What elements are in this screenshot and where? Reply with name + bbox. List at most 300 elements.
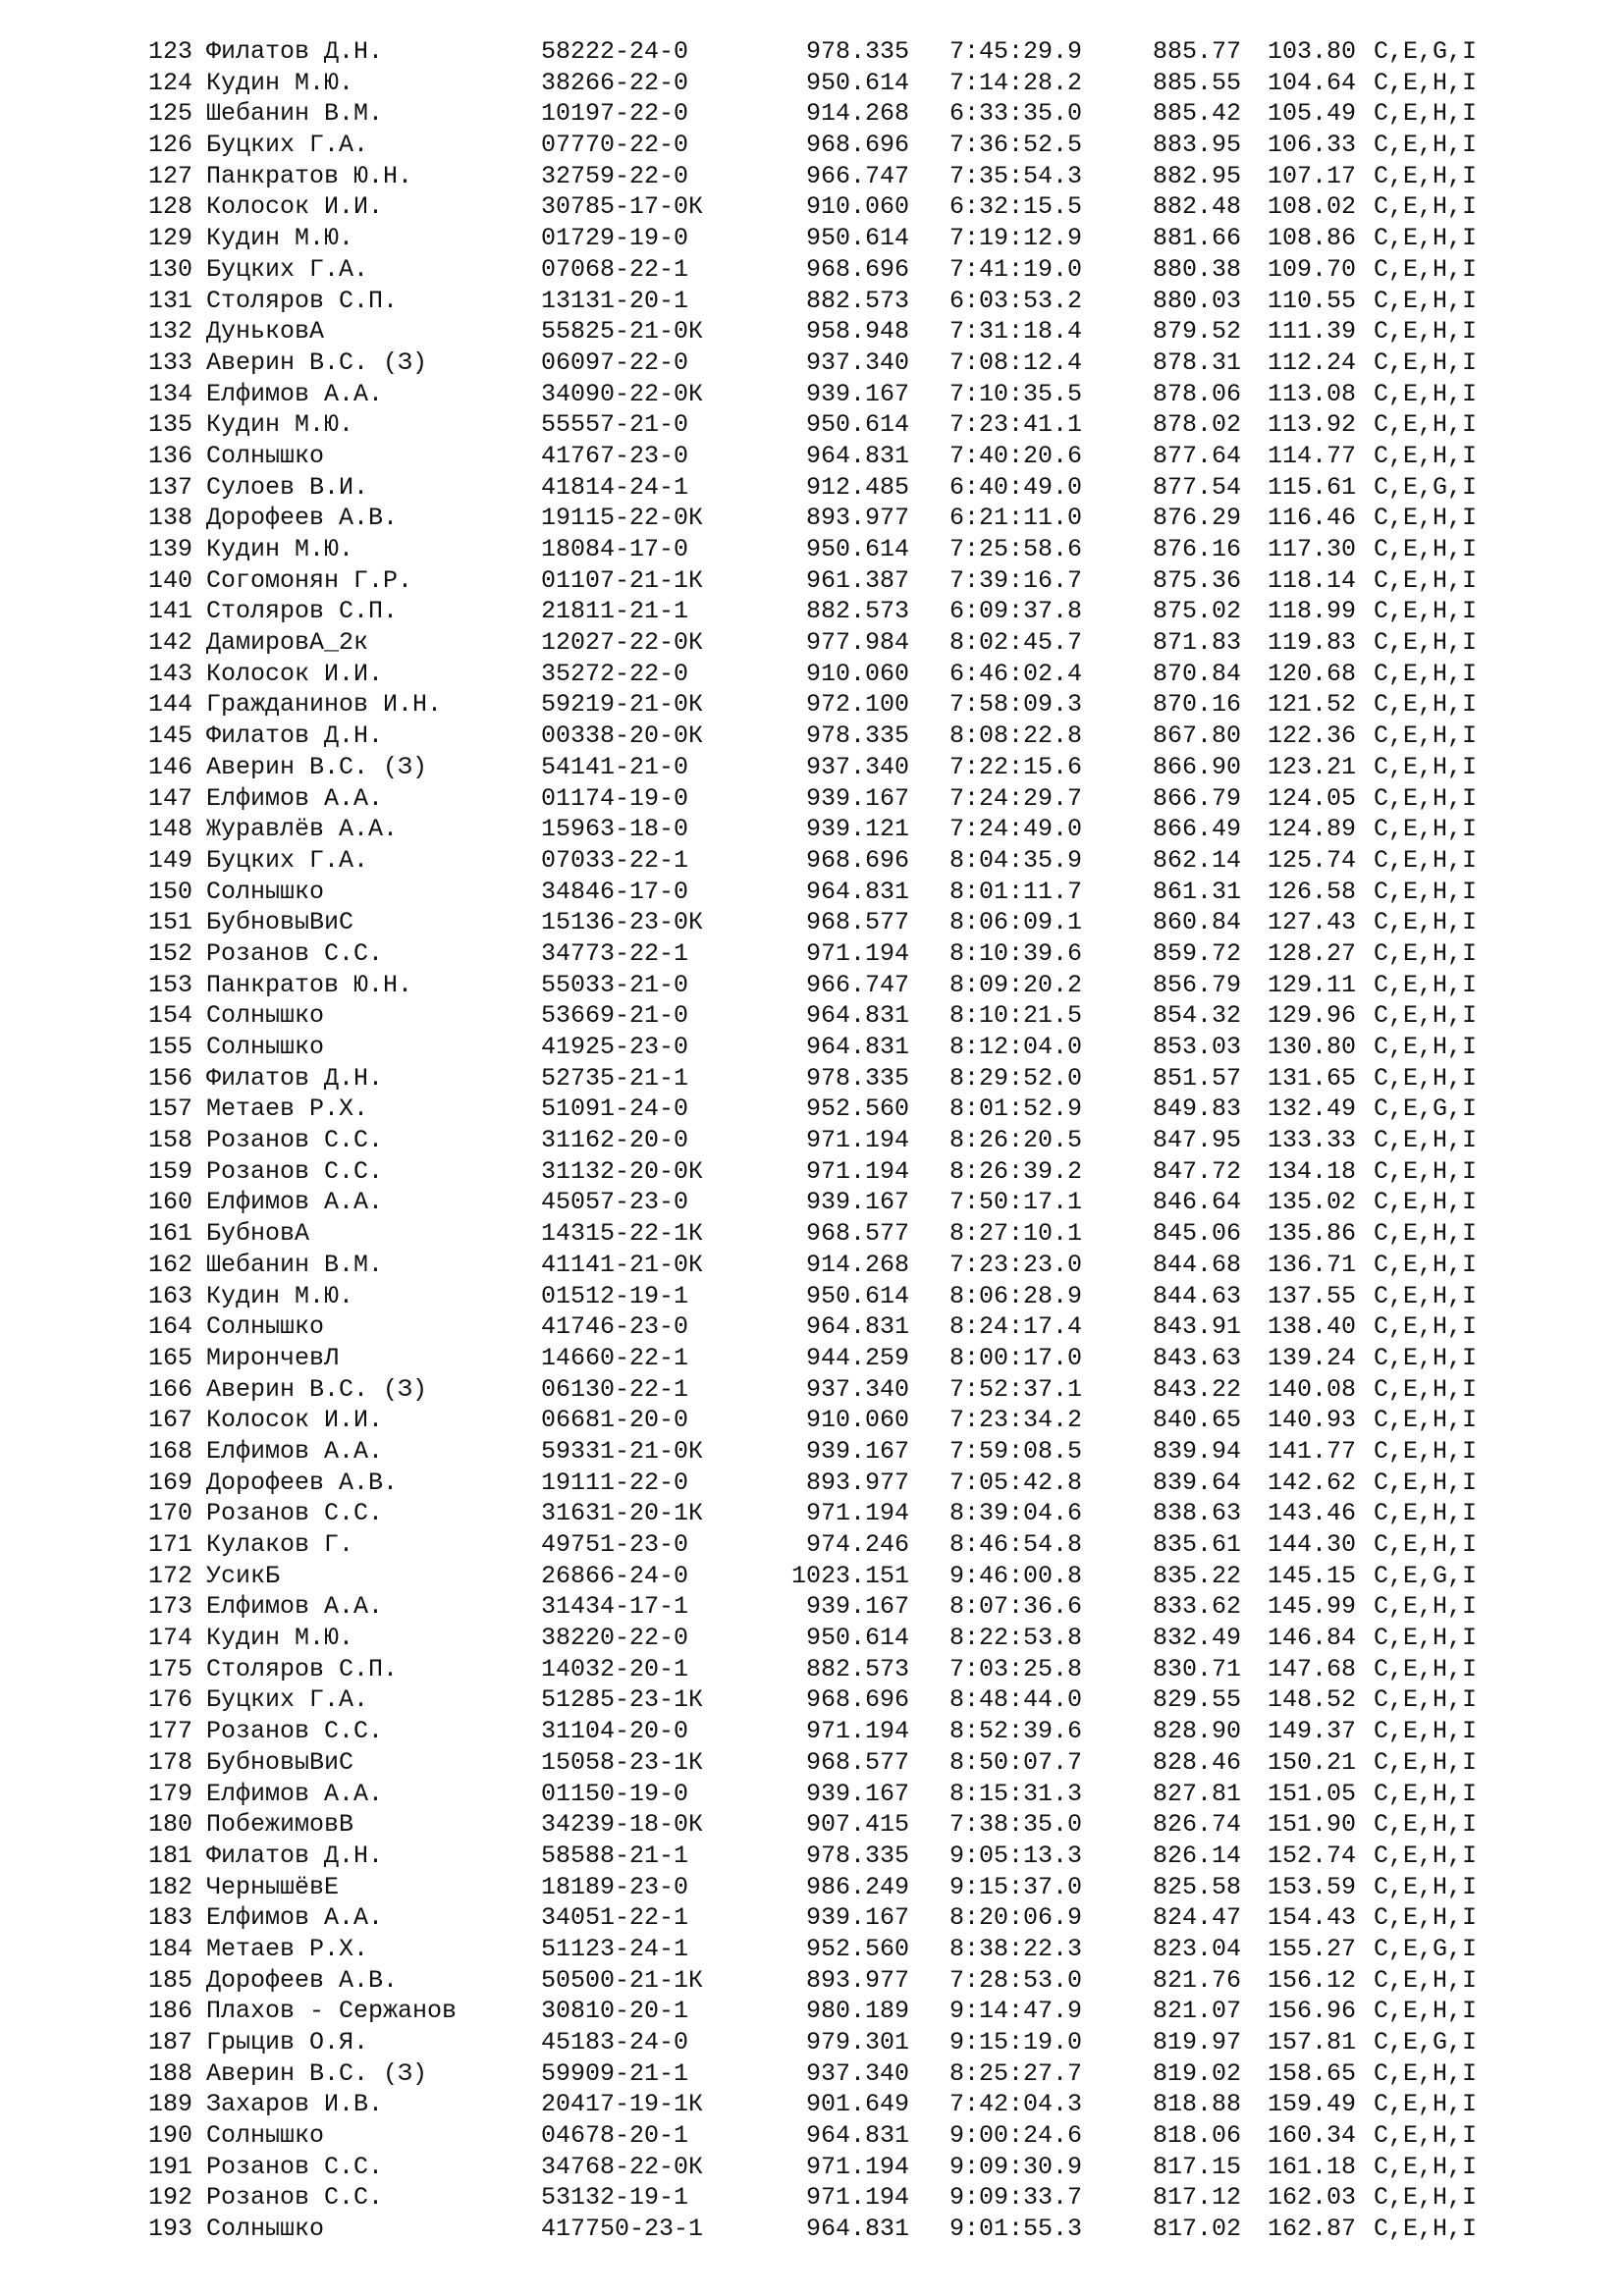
name-cell: Кудин М.Ю. [206, 1624, 354, 1653]
speed-cell: 817.02 [1152, 2215, 1241, 2244]
score-cell: 158.65 [1267, 2058, 1356, 2088]
ring-id-cell: 41746-23-0 [541, 1312, 689, 1342]
name-cell: Журавлёв А.А. [206, 815, 399, 844]
speed-cell: 818.06 [1152, 2121, 1241, 2151]
score-cell: 126.58 [1267, 877, 1356, 906]
rank-cell: 182 [147, 1872, 192, 1901]
distance-cell: 910.060 [805, 659, 909, 688]
speed-cell: 819.02 [1152, 2058, 1241, 2088]
table-row [0, 1063, 1624, 1095]
distance-cell: 964.831 [805, 2121, 909, 2151]
flight-time-cell: 6:03:53.2 [948, 286, 1082, 315]
table-row [0, 1654, 1624, 1685]
name-cell: Метаев Р.Х. [206, 1934, 369, 1963]
flags-cell: C,E,H,I [1374, 254, 1478, 284]
distance-cell: 939.167 [805, 1903, 909, 1933]
flags-cell: C,E,H,I [1374, 1530, 1478, 1559]
flight-time-cell: 8:08:22.8 [948, 721, 1082, 751]
rank-cell: 190 [147, 2121, 192, 2151]
rank-cell: 152 [147, 938, 192, 968]
ring-id-cell: 41141-21-0К [541, 1250, 704, 1279]
flags-cell: C,E,H,I [1374, 565, 1478, 595]
name-cell: Кудин М.Ю. [206, 224, 354, 253]
flags-cell: C,E,H,I [1374, 1499, 1478, 1528]
flight-time-cell: 8:27:10.1 [948, 1219, 1082, 1249]
speed-cell: 846.64 [1152, 1188, 1241, 1217]
flags-cell: C,E,H,I [1374, 1343, 1478, 1372]
flight-time-cell: 9:46:00.8 [948, 1561, 1082, 1590]
speed-cell: 876.29 [1152, 504, 1241, 533]
speed-cell: 866.49 [1152, 815, 1241, 844]
flight-time-cell: 8:50:07.7 [948, 1747, 1082, 1777]
speed-cell: 828.46 [1152, 1747, 1241, 1777]
ring-id-cell: 38220-22-0 [541, 1624, 689, 1653]
rank-cell: 140 [147, 565, 192, 595]
flight-time-cell: 7:42:04.3 [948, 2090, 1082, 2119]
ring-id-cell: 07068-22-1 [541, 254, 689, 284]
flags-cell: C,E,H,I [1374, 2058, 1478, 2088]
flight-time-cell: 7:19:12.9 [948, 224, 1082, 253]
rank-cell: 137 [147, 472, 192, 502]
flight-time-cell: 8:29:52.0 [948, 1063, 1082, 1093]
ring-id-cell: 10197-22-0 [541, 99, 689, 129]
flight-time-cell: 6:33:35.0 [948, 99, 1082, 129]
flags-cell: C,E,H,I [1374, 628, 1478, 658]
name-cell: Аверин В.С. (З) [206, 347, 428, 377]
flags-cell: C,E,H,I [1374, 1063, 1478, 1093]
flags-cell: C,E,G,I [1374, 1934, 1478, 1963]
score-cell: 112.24 [1267, 347, 1356, 377]
distance-cell: 964.831 [805, 1001, 909, 1031]
score-cell: 139.24 [1267, 1343, 1356, 1372]
flags-cell: C,E,H,I [1374, 1872, 1478, 1901]
score-cell: 155.27 [1267, 1934, 1356, 1963]
distance-cell: 1023.151 [790, 1561, 909, 1590]
rank-cell: 184 [147, 1934, 192, 1963]
score-cell: 129.96 [1267, 1001, 1356, 1031]
rank-cell: 138 [147, 504, 192, 533]
score-cell: 119.83 [1267, 628, 1356, 658]
name-cell: Кудин М.Ю. [206, 535, 354, 563]
speed-cell: 847.95 [1152, 1126, 1241, 1155]
speed-cell: 883.95 [1152, 131, 1241, 160]
rank-cell: 156 [147, 1063, 192, 1093]
rank-cell: 165 [147, 1343, 192, 1372]
table-row [0, 970, 1624, 1001]
speed-cell: 827.81 [1152, 1779, 1241, 1808]
flags-cell: C,E,H,I [1374, 1033, 1478, 1061]
distance-cell: 978.335 [805, 721, 909, 751]
table-row [0, 191, 1624, 223]
distance-cell: 964.831 [805, 441, 909, 470]
distance-cell: 914.268 [805, 99, 909, 129]
rank-cell: 143 [147, 659, 192, 688]
table-row [0, 1498, 1624, 1529]
table-row [0, 1841, 1624, 1872]
name-cell: Елфимов А.А. [206, 783, 384, 813]
rank-cell: 166 [147, 1374, 192, 1404]
ring-id-cell: 54141-21-0 [541, 752, 689, 781]
ring-id-cell: 34846-17-0 [541, 877, 689, 906]
score-cell: 108.86 [1267, 224, 1356, 253]
name-cell: Плахов - Сержанов [206, 1997, 458, 2026]
name-cell: Солнышко [206, 1001, 325, 1031]
distance-cell: 978.335 [805, 1841, 909, 1870]
name-cell: Розанов С.С. [206, 2152, 384, 2181]
flight-time-cell: 7:31:18.4 [948, 317, 1082, 347]
speed-cell: 882.48 [1152, 192, 1241, 222]
distance-cell: 971.194 [805, 2183, 909, 2213]
name-cell: Елфимов А.А. [206, 1188, 384, 1217]
score-cell: 152.74 [1267, 1841, 1356, 1870]
speed-cell: 877.64 [1152, 441, 1241, 470]
name-cell: Елфимов А.А. [206, 1592, 384, 1622]
speed-cell: 832.49 [1152, 1624, 1241, 1653]
distance-cell: 974.246 [805, 1530, 909, 1559]
speed-cell: 839.94 [1152, 1436, 1241, 1466]
score-cell: 108.02 [1267, 192, 1356, 222]
table-row [0, 286, 1624, 317]
distance-cell: 893.977 [805, 504, 909, 533]
table-row [0, 472, 1624, 504]
speed-cell: 844.63 [1152, 1281, 1241, 1310]
flags-cell: C,E,H,I [1374, 1717, 1478, 1746]
flight-time-cell: 8:15:31.3 [948, 1779, 1082, 1808]
speed-cell: 866.79 [1152, 783, 1241, 813]
flags-cell: C,E,H,I [1374, 410, 1478, 440]
speed-cell: 854.32 [1152, 1001, 1241, 1031]
table-row [0, 1250, 1624, 1281]
table-row [0, 1281, 1624, 1312]
name-cell: Столяров С.П. [206, 597, 399, 626]
flight-time-cell: 7:41:19.0 [948, 254, 1082, 284]
ring-id-cell: 35272-22-0 [541, 659, 689, 688]
score-cell: 129.11 [1267, 970, 1356, 999]
name-cell: УсикБ [206, 1561, 281, 1590]
distance-cell: 937.340 [805, 1374, 909, 1404]
rank-cell: 157 [147, 1095, 192, 1124]
name-cell: Дорофеев А.В. [206, 1468, 399, 1497]
score-cell: 138.40 [1267, 1312, 1356, 1342]
score-cell: 160.34 [1267, 2121, 1356, 2151]
speed-cell: 881.66 [1152, 224, 1241, 253]
flight-time-cell: 7:24:29.7 [948, 783, 1082, 813]
flight-time-cell: 9:09:33.7 [948, 2183, 1082, 2213]
name-cell: Розанов С.С. [206, 1717, 384, 1746]
flags-cell: C,E,G,I [1374, 37, 1478, 66]
flags-cell: C,E,H,I [1374, 2090, 1478, 2119]
flags-cell: C,E,H,I [1374, 535, 1478, 563]
table-row [0, 1156, 1624, 1188]
flight-time-cell: 8:26:20.5 [948, 1126, 1082, 1155]
distance-cell: 950.614 [805, 1281, 909, 1310]
flight-time-cell: 7:03:25.8 [948, 1654, 1082, 1683]
flight-time-cell: 6:21:11.0 [948, 504, 1082, 533]
distance-cell: 971.194 [805, 1717, 909, 1746]
score-cell: 157.81 [1267, 2028, 1356, 2056]
flags-cell: C,E,H,I [1374, 347, 1478, 377]
flags-cell: C,E,H,I [1374, 1841, 1478, 1870]
table-row [0, 2089, 1624, 2120]
table-row [0, 68, 1624, 99]
rank-cell: 175 [147, 1654, 192, 1683]
distance-cell: 977.984 [805, 628, 909, 658]
rank-cell: 176 [147, 1685, 192, 1715]
distance-cell: 939.167 [805, 783, 909, 813]
ring-id-cell: 34051-22-1 [541, 1903, 689, 1933]
table-row [0, 347, 1624, 379]
name-cell: Захаров И.В. [206, 2090, 384, 2119]
score-cell: 147.68 [1267, 1654, 1356, 1683]
score-cell: 120.68 [1267, 659, 1356, 688]
ring-id-cell: 19115-22-0К [541, 504, 704, 533]
flight-time-cell: 8:09:20.2 [948, 970, 1082, 999]
name-cell: Аверин В.С. (З) [206, 752, 428, 781]
name-cell: ПобежимовВ [206, 1810, 354, 1840]
name-cell: Панкратов Ю.Н. [206, 161, 413, 190]
score-cell: 156.12 [1267, 1965, 1356, 1995]
name-cell: Розанов С.С. [206, 1126, 384, 1155]
flight-time-cell: 8:52:39.6 [948, 1717, 1082, 1746]
distance-cell: 937.340 [805, 347, 909, 377]
score-cell: 131.65 [1267, 1063, 1356, 1093]
speed-cell: 840.65 [1152, 1406, 1241, 1435]
score-cell: 127.43 [1267, 908, 1356, 937]
table-row [0, 98, 1624, 130]
flight-time-cell: 7:35:54.3 [948, 161, 1082, 190]
flight-time-cell: 7:28:53.0 [948, 1965, 1082, 1995]
speed-cell: 817.12 [1152, 2183, 1241, 2213]
ring-id-cell: 53669-21-0 [541, 1001, 689, 1031]
score-cell: 118.14 [1267, 565, 1356, 595]
score-cell: 141.77 [1267, 1436, 1356, 1466]
table-row [0, 2152, 1624, 2183]
flags-cell: C,E,H,I [1374, 1654, 1478, 1683]
distance-cell: 978.335 [805, 37, 909, 66]
name-cell: МирончевЛ [206, 1343, 340, 1372]
flags-cell: C,E,H,I [1374, 1188, 1478, 1217]
score-cell: 153.59 [1267, 1872, 1356, 1901]
name-cell: Дорофеев А.В. [206, 1965, 399, 1995]
rank-cell: 174 [147, 1624, 192, 1653]
name-cell: Согомонян Г.Р. [206, 565, 413, 595]
speed-cell: 823.04 [1152, 1934, 1241, 1963]
flight-time-cell: 7:45:29.9 [948, 37, 1082, 66]
distance-cell: 964.831 [805, 2215, 909, 2244]
table-row [0, 2058, 1624, 2090]
name-cell: Кудин М.Ю. [206, 1281, 354, 1310]
name-cell: БубновыВиС [206, 908, 354, 937]
distance-cell: 939.167 [805, 1436, 909, 1466]
flags-cell: C,E,H,I [1374, 1001, 1478, 1031]
rank-cell: 179 [147, 1779, 192, 1808]
table-row [0, 534, 1624, 565]
flags-cell: C,E,H,I [1374, 1219, 1478, 1249]
distance-cell: 971.194 [805, 1126, 909, 1155]
flight-time-cell: 8:38:22.3 [948, 1934, 1082, 1963]
flight-time-cell: 8:01:11.7 [948, 877, 1082, 906]
ring-id-cell: 38266-22-0 [541, 68, 689, 97]
rank-cell: 124 [147, 68, 192, 97]
rank-cell: 187 [147, 2028, 192, 2056]
speed-cell: 821.07 [1152, 1997, 1241, 2026]
flags-cell: C,E,H,I [1374, 1406, 1478, 1435]
rank-cell: 144 [147, 690, 192, 720]
score-cell: 113.08 [1267, 379, 1356, 408]
flags-cell: C,E,H,I [1374, 783, 1478, 813]
score-cell: 125.74 [1267, 845, 1356, 875]
flight-time-cell: 8:12:04.0 [948, 1033, 1082, 1061]
ring-id-cell: 53132-19-1 [541, 2183, 689, 2213]
speed-cell: 878.06 [1152, 379, 1241, 408]
distance-cell: 968.577 [805, 908, 909, 937]
speed-cell: 826.14 [1152, 1841, 1241, 1870]
score-cell: 121.52 [1267, 690, 1356, 720]
table-row [0, 441, 1624, 472]
ring-id-cell: 30785-17-0К [541, 192, 704, 222]
flags-cell: C,E,H,I [1374, 970, 1478, 999]
flight-time-cell: 8:39:04.6 [948, 1499, 1082, 1528]
name-cell: Дорофеев А.В. [206, 504, 399, 533]
name-cell: Аверин В.С. (З) [206, 2058, 428, 2088]
flags-cell: C,E,G,I [1374, 472, 1478, 502]
distance-cell: 972.100 [805, 690, 909, 720]
flags-cell: C,E,H,I [1374, 845, 1478, 875]
speed-cell: 849.83 [1152, 1095, 1241, 1124]
score-cell: 140.08 [1267, 1374, 1356, 1404]
flags-cell: C,E,H,I [1374, 224, 1478, 253]
distance-cell: 968.577 [805, 1219, 909, 1249]
name-cell: Аверин В.С. (З) [206, 1374, 428, 1404]
table-row [0, 130, 1624, 161]
name-cell: ДуньковА [206, 317, 325, 347]
ring-id-cell: 59331-21-0К [541, 1436, 704, 1466]
flags-cell: C,E,H,I [1374, 752, 1478, 781]
table-row [0, 2027, 1624, 2058]
flags-cell: C,E,H,I [1374, 1624, 1478, 1653]
score-cell: 135.86 [1267, 1219, 1356, 1249]
speed-cell: 866.90 [1152, 752, 1241, 781]
flight-time-cell: 6:09:37.8 [948, 597, 1082, 626]
ring-id-cell: 21811-21-1 [541, 597, 689, 626]
speed-cell: 861.31 [1152, 877, 1241, 906]
ring-id-cell: 14660-22-1 [541, 1343, 689, 1372]
rank-cell: 127 [147, 161, 192, 190]
rank-cell: 162 [147, 1250, 192, 1279]
rank-cell: 142 [147, 628, 192, 658]
table-row [0, 1529, 1624, 1561]
ring-id-cell: 01150-19-0 [541, 1779, 689, 1808]
ring-id-cell: 41925-23-0 [541, 1033, 689, 1061]
score-cell: 105.49 [1267, 99, 1356, 129]
ring-id-cell: 15058-23-1К [541, 1747, 704, 1777]
distance-cell: 966.747 [805, 970, 909, 999]
ring-id-cell: 50500-21-1К [541, 1965, 704, 1995]
ring-id-cell: 01174-19-0 [541, 783, 689, 813]
flags-cell: C,E,H,I [1374, 1810, 1478, 1840]
rank-cell: 141 [147, 597, 192, 626]
flight-time-cell: 9:01:55.3 [948, 2215, 1082, 2244]
flight-time-cell: 8:04:35.9 [948, 845, 1082, 875]
score-cell: 146.84 [1267, 1624, 1356, 1653]
distance-cell: 939.121 [805, 815, 909, 844]
flags-cell: C,E,H,I [1374, 1312, 1478, 1342]
speed-cell: 871.83 [1152, 628, 1241, 658]
table-row [0, 1591, 1624, 1623]
rank-cell: 171 [147, 1530, 192, 1559]
table-row [0, 1716, 1624, 1747]
table-row [0, 2214, 1624, 2245]
flags-cell: C,E,H,I [1374, 441, 1478, 470]
speed-cell: 829.55 [1152, 1685, 1241, 1715]
table-row [0, 1094, 1624, 1125]
speed-cell: 826.74 [1152, 1810, 1241, 1840]
rank-cell: 191 [147, 2152, 192, 2181]
ring-id-cell: 45183-24-0 [541, 2028, 689, 2056]
flags-cell: C,E,H,I [1374, 2121, 1478, 2151]
flight-time-cell: 7:40:20.6 [948, 441, 1082, 470]
flight-time-cell: 9:15:37.0 [948, 1872, 1082, 1901]
table-row [0, 1902, 1624, 1934]
distance-cell: 952.560 [805, 1934, 909, 1963]
flight-time-cell: 9:09:30.9 [948, 2152, 1082, 2181]
distance-cell: 910.060 [805, 192, 909, 222]
name-cell: Розанов С.С. [206, 2183, 384, 2213]
rank-cell: 181 [147, 1841, 192, 1870]
speed-cell: 830.71 [1152, 1654, 1241, 1683]
flight-time-cell: 8:20:06.9 [948, 1903, 1082, 1933]
flags-cell: C,E,H,I [1374, 1747, 1478, 1777]
ring-id-cell: 06097-22-0 [541, 347, 689, 377]
name-cell: Колосок И.И. [206, 192, 384, 222]
rank-cell: 151 [147, 908, 192, 937]
table-row [0, 1468, 1624, 1499]
flags-cell: C,E,H,I [1374, 1281, 1478, 1310]
distance-cell: 937.340 [805, 2058, 909, 2088]
score-cell: 137.55 [1267, 1281, 1356, 1310]
ring-id-cell: 32759-22-0 [541, 161, 689, 190]
distance-cell: 893.977 [805, 1468, 909, 1497]
flags-cell: C,E,H,I [1374, 1126, 1478, 1155]
flight-time-cell: 9:14:47.9 [948, 1997, 1082, 2026]
rank-cell: 160 [147, 1188, 192, 1217]
speed-cell: 870.84 [1152, 659, 1241, 688]
score-cell: 130.80 [1267, 1033, 1356, 1061]
speed-cell: 843.22 [1152, 1374, 1241, 1404]
flight-time-cell: 8:10:39.6 [948, 938, 1082, 968]
ring-id-cell: 14032-20-1 [541, 1654, 689, 1683]
flight-time-cell: 8:22:53.8 [948, 1624, 1082, 1653]
rank-cell: 130 [147, 254, 192, 284]
flags-cell: C,E,H,I [1374, 1965, 1478, 1995]
flight-time-cell: 7:38:35.0 [948, 1810, 1082, 1840]
ring-id-cell: 51091-24-0 [541, 1095, 689, 1124]
speed-cell: 845.06 [1152, 1219, 1241, 1249]
name-cell: Розанов С.С. [206, 1499, 384, 1528]
speed-cell: 853.03 [1152, 1033, 1241, 1061]
score-cell: 162.03 [1267, 2183, 1356, 2213]
score-cell: 107.17 [1267, 161, 1356, 190]
score-cell: 123.21 [1267, 752, 1356, 781]
name-cell: Филатов Д.Н. [206, 37, 384, 66]
flags-cell: C,E,H,I [1374, 99, 1478, 129]
speed-cell: 843.91 [1152, 1312, 1241, 1342]
name-cell: Солнышко [206, 1033, 325, 1061]
flight-time-cell: 8:46:54.8 [948, 1530, 1082, 1559]
distance-cell: 966.747 [805, 161, 909, 190]
rank-cell: 189 [147, 2090, 192, 2119]
distance-cell: 964.831 [805, 1033, 909, 1061]
